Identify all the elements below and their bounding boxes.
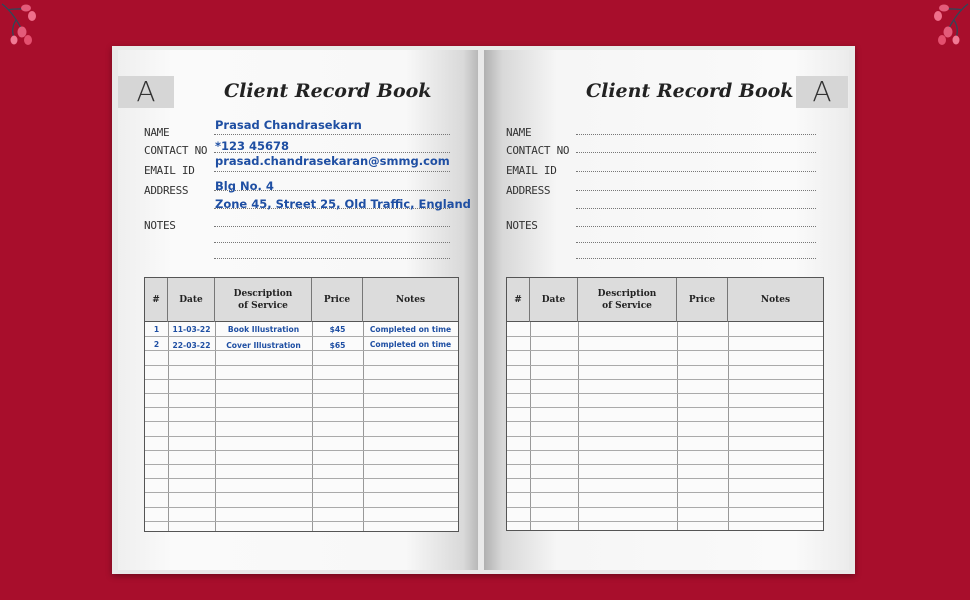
column-divider [215,322,216,531]
contact-label: CONTACT NO [506,144,570,157]
index-letter: A [118,76,174,108]
email-value: prasad.chandrasekaran@smmg.com [215,154,450,168]
col-price-header: Price [677,278,728,322]
notes-line-1 [214,226,450,227]
name-line [576,134,816,135]
address-value-2: Zone 45, Street 25, Old Traffic, England [215,197,471,211]
page-title: Client Record Book [224,80,432,102]
notes-line-3 [214,258,450,259]
email-label: EMAIL ID [144,164,195,177]
table-row-line [145,407,458,408]
contact-value: *123 45678 [215,139,290,153]
table-row-line [507,436,823,437]
table-row-2-notes: Completed on time [369,340,452,349]
table-row-line [507,421,823,422]
table-row-line [145,436,458,437]
email-line [576,171,816,172]
table-row-line [145,521,458,522]
contact-label: CONTACT NO [144,144,208,157]
table-row-line [507,464,823,465]
col-notes-header: Notes [395,295,426,305]
table-row-1-notes: Completed on time [369,325,452,334]
service-table [506,277,824,531]
table-row-line [145,421,458,422]
name-label: NAME [144,126,170,139]
flower-sprig-icon [0,0,48,56]
table-row-line [507,350,823,351]
column-divider [168,322,169,531]
col-price-header: Price [312,278,363,322]
table-row-2-number: 2 [153,340,160,349]
col-notes-header: Notes [760,295,791,305]
table-row-line [507,478,823,479]
left-page [118,50,478,570]
table-row-line [507,365,823,366]
notes-line-2 [576,242,816,243]
notes-label: NOTES [144,219,176,232]
col-number-header: # [145,278,168,322]
table-row-1-price: $45 [329,325,346,334]
col-date-header: Date [168,278,215,322]
name-label: NAME [506,126,532,139]
table-row-2-price: $65 [329,341,346,350]
table-header [145,278,458,322]
address-label: ADDRESS [144,184,189,197]
notes-line-3 [576,258,816,259]
table-row-line [507,393,823,394]
col-description-header: Description of Service [578,278,677,322]
table-row-line [507,450,823,451]
index-letter: A [796,76,848,108]
table-row-line [145,336,458,337]
service-table [144,277,459,532]
right-page [484,50,849,570]
address-label: ADDRESS [506,184,551,197]
table-row-line [145,350,458,351]
notes-label: NOTES [506,219,538,232]
table-row-line [145,379,458,380]
table-row-line [507,492,823,493]
contact-line [576,152,816,153]
table-row-line [507,507,823,508]
notes-line-1 [576,226,816,227]
column-divider [363,322,364,531]
column-divider [728,322,729,530]
name-value: Prasad Chandrasekarn [215,118,362,132]
name-line [214,134,450,135]
table-header [507,278,823,322]
col-number-header: # [507,278,530,322]
column-divider [578,322,579,530]
column-divider [312,322,313,531]
table-row-2-date: 22-03-22 [172,341,211,350]
email-line [214,171,450,172]
col-description-header: Description of Service [215,278,312,322]
page-title: Client Record Book [586,80,794,102]
col-date-header: Date [530,278,578,322]
address-line-2 [576,208,816,209]
email-label: EMAIL ID [506,164,557,177]
table-row-line [145,393,458,394]
table-row-1-number: 1 [153,325,160,334]
column-divider [530,322,531,530]
table-row-line [507,521,823,522]
table-row-line [145,507,458,508]
table-row-2-description: Cover Illustration [226,341,301,350]
table-row-line [507,379,823,380]
table-row-line [507,407,823,408]
column-divider [677,322,678,530]
table-row-line [507,336,823,337]
table-row-line [145,365,458,366]
flower-sprig-icon [922,0,970,56]
table-row-1-description: Book Illustration [227,325,300,334]
address-value-1: Blg No. 4 [215,179,274,193]
table-row-line [145,464,458,465]
table-row-line [145,492,458,493]
table-row-1-date: 11-03-22 [172,325,211,334]
notes-line-2 [214,242,450,243]
address-line-1 [576,190,816,191]
table-row-line [145,478,458,479]
table-row-line [145,450,458,451]
open-book [112,46,855,574]
